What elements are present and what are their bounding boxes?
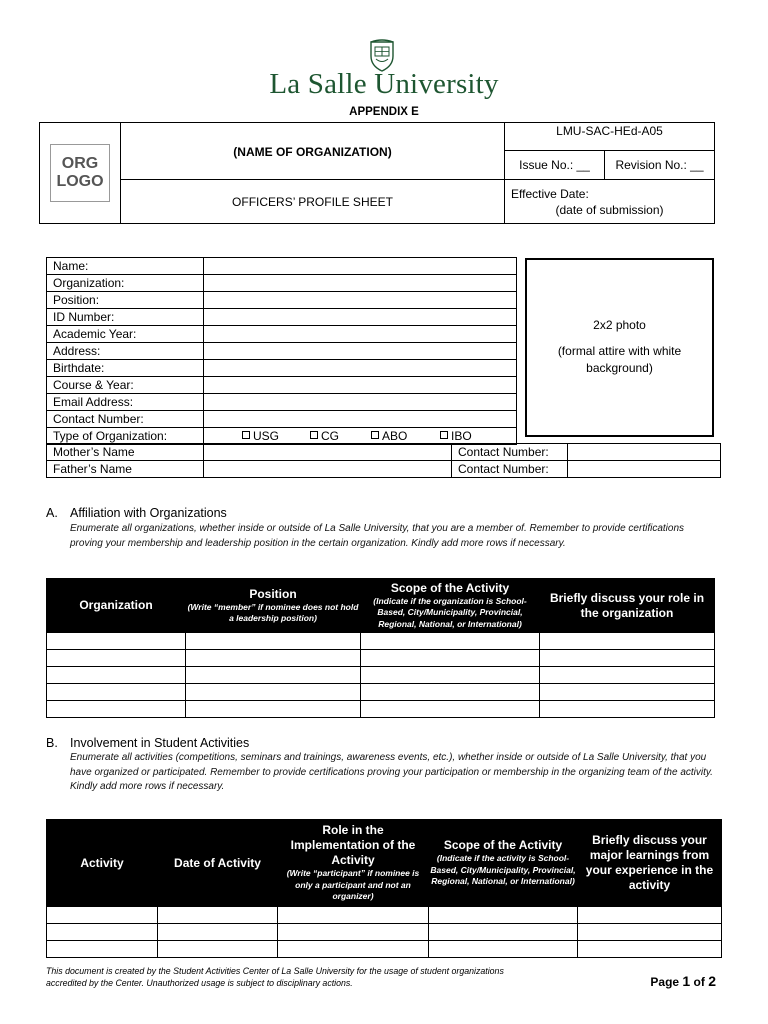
col-header-role: Role in the Implementation of the Activity (Write “participant” if nominee is only a participant and not an organizer)	[278, 820, 429, 907]
parent-row	[47, 461, 721, 478]
photo-placeholder[interactable]	[525, 258, 714, 437]
table-cell[interactable]	[540, 633, 715, 650]
parents-table	[46, 443, 721, 478]
org-name: (NAME OF ORGANIZATION)	[121, 123, 505, 180]
org-logo-placeholder: ORG LOGO	[50, 144, 110, 202]
table-cell[interactable]	[540, 684, 715, 701]
photo-instruction: (formal attire with white background)	[557, 344, 682, 375]
checkbox-icon	[242, 431, 250, 439]
table-cell[interactable]	[47, 907, 158, 924]
field-label: Birthdate:	[47, 360, 204, 377]
field-label: Academic Year:	[47, 326, 204, 343]
field-label: Email Address:	[47, 394, 204, 411]
section-a-title: Affiliation with Organizations	[70, 506, 227, 520]
table-cell[interactable]	[278, 907, 429, 924]
table-cell[interactable]	[158, 924, 278, 941]
effective-date-label: Effective Date:	[511, 186, 589, 201]
checkbox-abo[interactable]: ABO	[371, 428, 440, 444]
birthdate-input[interactable]	[204, 360, 517, 377]
organization-input[interactable]	[204, 275, 517, 292]
field-label: Organization:	[47, 275, 204, 292]
appendix-label: APPENDIX E	[349, 106, 419, 118]
position-input[interactable]	[204, 292, 517, 309]
field-label: Name:	[47, 258, 204, 275]
checkbox-usg[interactable]: USG	[242, 428, 310, 444]
father-name-input[interactable]	[204, 461, 452, 478]
table-cell[interactable]	[578, 907, 722, 924]
profile-table	[46, 257, 517, 445]
profile-row	[47, 394, 517, 411]
field-label: Address:	[47, 343, 204, 360]
table-cell[interactable]	[186, 701, 361, 718]
section-b-description: Enumerate all activities (competitions, seminars and trainings, awareness events, etc.), whether inside or outside of La Salle University, that you have organized or participated. Remember to provide certifications proving your participation or membership in the organizing team of the activity. Kindly add more rows if necessary.	[70, 752, 713, 792]
doc-code: LMU-SAC-HEd-A05	[505, 123, 714, 151]
col-header-organization: Organization	[47, 579, 186, 633]
table-cell[interactable]	[540, 701, 715, 718]
table-cell[interactable]	[361, 667, 540, 684]
mother-name-input[interactable]	[204, 444, 452, 461]
field-label: Type of Organization:	[47, 428, 204, 445]
profile-row	[47, 360, 517, 377]
profile-row	[47, 428, 517, 445]
col-header-scope: Scope of the Activity (Indicate if the organization is School-Based, City/Municipality, Provincial, Regional, National, or International)	[361, 579, 540, 633]
table-cell[interactable]	[278, 924, 429, 941]
academic-year-input[interactable]	[204, 326, 517, 343]
table-row	[47, 667, 715, 684]
profile-row	[47, 377, 517, 394]
sheet-title: OFFICERS’ PROFILE SHEET	[121, 180, 505, 224]
table-cell[interactable]	[361, 701, 540, 718]
table-cell[interactable]	[47, 684, 186, 701]
org-logo-cell	[40, 123, 121, 224]
mother-contact-input[interactable]	[568, 444, 721, 461]
father-label: Father’s Name	[47, 461, 204, 478]
profile-row	[47, 275, 517, 292]
table-header-row	[47, 820, 722, 907]
checkbox-icon	[310, 431, 318, 439]
table-cell[interactable]	[47, 701, 186, 718]
mother-label: Mother’s Name	[47, 444, 204, 461]
table-row	[47, 701, 715, 718]
section-a-letter: A.	[46, 506, 58, 520]
affiliation-table	[46, 578, 715, 718]
table-row	[47, 941, 722, 958]
table-row	[47, 907, 722, 924]
issue-no: Issue No.: __	[505, 151, 605, 179]
section-b-title: Involvement in Student Activities	[70, 736, 250, 750]
parent-row	[47, 444, 721, 461]
university-name: La Salle University	[269, 68, 499, 100]
table-cell[interactable]	[158, 941, 278, 958]
table-cell[interactable]	[540, 650, 715, 667]
table-cell[interactable]	[578, 924, 722, 941]
document-header-table	[39, 122, 715, 224]
contact-label: Contact Number:	[452, 444, 568, 461]
profile-row	[47, 258, 517, 275]
university-emblem-icon	[368, 38, 396, 72]
field-label: Position:	[47, 292, 204, 309]
contact-label: Contact Number:	[452, 461, 568, 478]
footer-note: This document is created by the Student Activities Center of La Salle University for the usage of student organizations accredited by the Center. Unauthorized usage is subject to disciplinary actions.	[46, 966, 504, 988]
email-input[interactable]	[204, 394, 517, 411]
photo-size-label: 2x2 photo	[593, 318, 646, 332]
table-cell[interactable]	[278, 941, 429, 958]
table-cell[interactable]	[47, 633, 186, 650]
address-input[interactable]	[204, 343, 517, 360]
table-cell[interactable]	[47, 941, 158, 958]
col-header-learnings: Briefly discuss your major learnings from your experience in the activity	[578, 820, 722, 907]
table-header-row	[47, 579, 715, 633]
col-header-position: Position (Write “member” if nominee does not hold a leadership position)	[186, 579, 361, 633]
name-input[interactable]	[204, 258, 517, 275]
table-cell[interactable]	[47, 667, 186, 684]
checkbox-ibo[interactable]: IBO	[440, 428, 472, 444]
table-cell[interactable]	[578, 941, 722, 958]
table-cell[interactable]	[186, 650, 361, 667]
table-row	[47, 633, 715, 650]
profile-row	[47, 309, 517, 326]
table-cell[interactable]	[158, 907, 278, 924]
table-cell[interactable]	[186, 633, 361, 650]
checkbox-icon	[371, 431, 379, 439]
id-number-input[interactable]	[204, 309, 517, 326]
section-a-description: Enumerate all organizations, whether inside or outside of La Salle University, that you are a member of. Remember to provide certifications proving your membership and leadership position in the certain organization. Kindly add more rows if necessary.	[70, 523, 685, 549]
profile-row	[47, 292, 517, 309]
field-label: Contact Number:	[47, 411, 204, 428]
col-header-activity: Activity	[47, 820, 158, 907]
table-cell[interactable]	[429, 907, 578, 924]
col-header-role: Briefly discuss your role in the organization	[540, 579, 715, 633]
field-label: ID Number:	[47, 309, 204, 326]
table-cell[interactable]	[47, 650, 186, 667]
profile-row	[47, 343, 517, 360]
table-row	[47, 924, 722, 941]
table-cell[interactable]	[429, 924, 578, 941]
col-header-date: Date of Activity	[158, 820, 278, 907]
table-cell[interactable]	[429, 941, 578, 958]
page-number: Page 1 of 2	[650, 973, 716, 989]
doc-code-cell	[505, 123, 715, 180]
profile-row	[47, 326, 517, 343]
profile-row	[47, 411, 517, 428]
table-cell[interactable]	[47, 924, 158, 941]
contact-number-input[interactable]	[204, 411, 517, 428]
effective-date-cell	[505, 180, 715, 224]
course-year-input[interactable]	[204, 377, 517, 394]
col-header-scope: Scope of the Activity (Indicate if the activity is School-Based, City/Municipality, Provincial, Regional, National, or International)	[429, 820, 578, 907]
table-row	[47, 650, 715, 667]
table-cell[interactable]	[186, 684, 361, 701]
checkbox-cg[interactable]: CG	[310, 428, 371, 444]
effective-date-value: (date of submission)	[555, 202, 664, 217]
table-cell[interactable]	[361, 684, 540, 701]
section-b-letter: B.	[46, 736, 58, 750]
revision-no: Revision No.: __	[615, 158, 704, 172]
table-cell[interactable]	[361, 650, 540, 667]
activities-table	[46, 819, 722, 958]
table-cell[interactable]	[186, 667, 361, 684]
table-cell[interactable]	[361, 633, 540, 650]
checkbox-icon	[440, 431, 448, 439]
org-type-options	[204, 428, 517, 445]
table-row	[47, 684, 715, 701]
table-cell[interactable]	[540, 667, 715, 684]
father-contact-input[interactable]	[568, 461, 721, 478]
field-label: Course & Year:	[47, 377, 204, 394]
